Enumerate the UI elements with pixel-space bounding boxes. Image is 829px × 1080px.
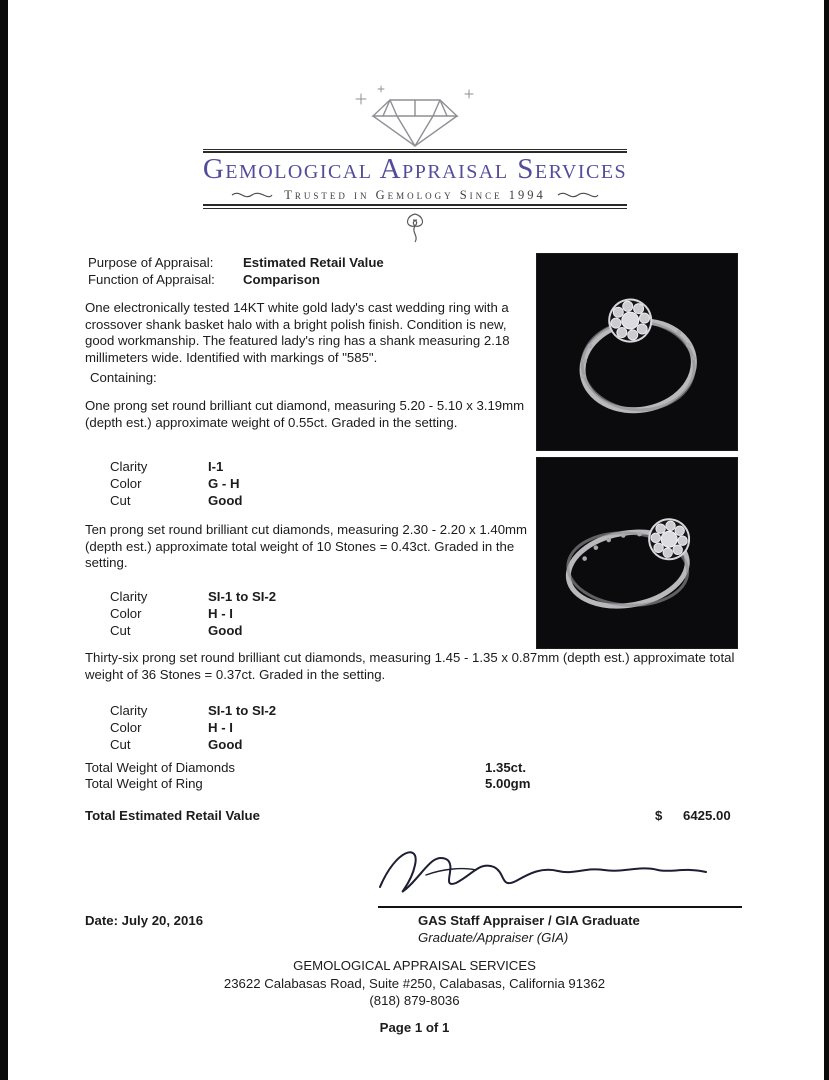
- total-retail-value: 6425.00: [683, 808, 731, 823]
- scroll-flourish-left-icon: [230, 189, 274, 201]
- currency-symbol: $: [655, 808, 663, 823]
- grade-table-2: [110, 589, 276, 639]
- total-diamonds-row: [85, 760, 740, 777]
- appraisal-meta: [88, 255, 548, 288]
- footer-company: GEMOLOGICAL APPRAISAL SERVICES: [293, 958, 536, 973]
- scan-edge-right: [824, 0, 829, 1080]
- scan-edge-left: [0, 0, 8, 1080]
- clarity-label: Clarity: [110, 589, 148, 604]
- function-label: Function of Appraisal:: [88, 271, 215, 287]
- cut-label: Cut: [110, 492, 131, 508]
- header-rule-bottom: [203, 204, 627, 209]
- clarity-value: I-1: [208, 459, 224, 474]
- signature-line: [378, 906, 742, 908]
- color-label: Color: [110, 475, 142, 491]
- stone-description-2: Ten prong set round brilliant cut diamonds, measuring 2.30 - 2.20 x 1.40mm (depth est.) approximate total weight of 10 Stones = 0.43ct. Graded in the setting.: [85, 522, 528, 570]
- cut-value: Good: [208, 736, 243, 752]
- appraiser-signature: [370, 843, 715, 905]
- grade-row: [110, 737, 276, 754]
- scroll-flourish-right-icon: [556, 189, 600, 201]
- cut-label: Cut: [110, 622, 131, 638]
- total-retail-row: [85, 808, 740, 825]
- total-ring-value: 5.00gm: [485, 776, 531, 791]
- stone-description-1: One prong set round brilliant cut diamond, measuring 5.20 - 5.10 x 3.19mm (depth est.) approximate weight of 0.55ct. Graded in the setting.: [85, 398, 525, 430]
- function-row: [88, 272, 548, 289]
- grade-row: [110, 493, 242, 510]
- clarity-label: Clarity: [110, 459, 148, 474]
- cut-label: Cut: [110, 736, 131, 752]
- grade-row: [110, 623, 276, 640]
- clarity-label: Clarity: [110, 703, 148, 718]
- grade-row: [110, 720, 276, 737]
- total-diamonds-label: Total Weight of Diamonds: [85, 760, 236, 775]
- grade-row: [110, 703, 276, 720]
- containing-label: Containing:: [90, 370, 157, 385]
- clarity-value: SI-1 to SI-2: [208, 589, 277, 604]
- grade-row: [110, 606, 276, 623]
- purpose-value: Estimated Retail Value: [243, 255, 384, 270]
- color-value: H - I: [208, 719, 233, 735]
- grade-row: [110, 589, 276, 606]
- stone-description-3: Thirty-six prong set round brilliant cut diamonds, measuring 1.45 - 1.35 x 0.87mm (depth est.) approximate total weight of 36 Stones = 0.37ct. Graded in the setting.: [85, 650, 735, 682]
- total-diamonds-value: 1.35ct.: [485, 760, 527, 775]
- purpose-row: [88, 255, 548, 272]
- color-value: H - I: [208, 605, 233, 621]
- function-value: Comparison: [243, 271, 320, 287]
- footer-address: 23622 Calabasas Road, Suite #250, Calabasas, California 91362: [223, 976, 606, 991]
- color-value: G - H: [208, 475, 240, 491]
- total-ring-row: [85, 776, 740, 793]
- center-flourish-icon: [397, 212, 433, 244]
- grade-row: [110, 476, 242, 493]
- total-ring-label: Total Weight of Ring: [85, 776, 203, 791]
- grade-table-1: [110, 459, 242, 509]
- ring-photo-side: [537, 458, 737, 648]
- color-label: Color: [110, 605, 142, 621]
- appraiser-subtitle: Graduate/Appraiser (GIA): [418, 930, 569, 945]
- purpose-label: Purpose of Appraisal:: [88, 255, 214, 270]
- page-indicator: Page 1 of 1: [379, 1020, 450, 1035]
- appraiser-title: GAS Staff Appraiser / GIA Graduate: [418, 913, 640, 928]
- grade-table-3: [110, 703, 276, 753]
- clarity-value: SI-1 to SI-2: [208, 703, 277, 718]
- brand-tagline: Trusted in Gemology Since 1994: [284, 188, 546, 202]
- footer-phone: (818) 879-8036: [369, 993, 460, 1008]
- total-retail-label: Total Estimated Retail Value: [85, 808, 260, 823]
- tagline-row: [120, 187, 710, 204]
- brand-title: Gemological Appraisal Services: [202, 153, 628, 185]
- cut-value: Good: [208, 492, 243, 508]
- diamond-icon: [345, 82, 485, 150]
- cut-value: Good: [208, 622, 243, 638]
- color-label: Color: [110, 719, 142, 735]
- grade-row: [110, 459, 242, 476]
- appraisal-date: Date: July 20, 2016: [85, 913, 204, 928]
- ring-photo-front: [537, 254, 737, 450]
- item-description: One electronically tested 14KT white gold lady's cast wedding ring with a crossover shank basket halo with a bright polish finish. Condition is new, good workmanship. The featured lady's ring has a shank measuring 2.18 millimeters wide. Identified with markings of "585".: [85, 300, 510, 365]
